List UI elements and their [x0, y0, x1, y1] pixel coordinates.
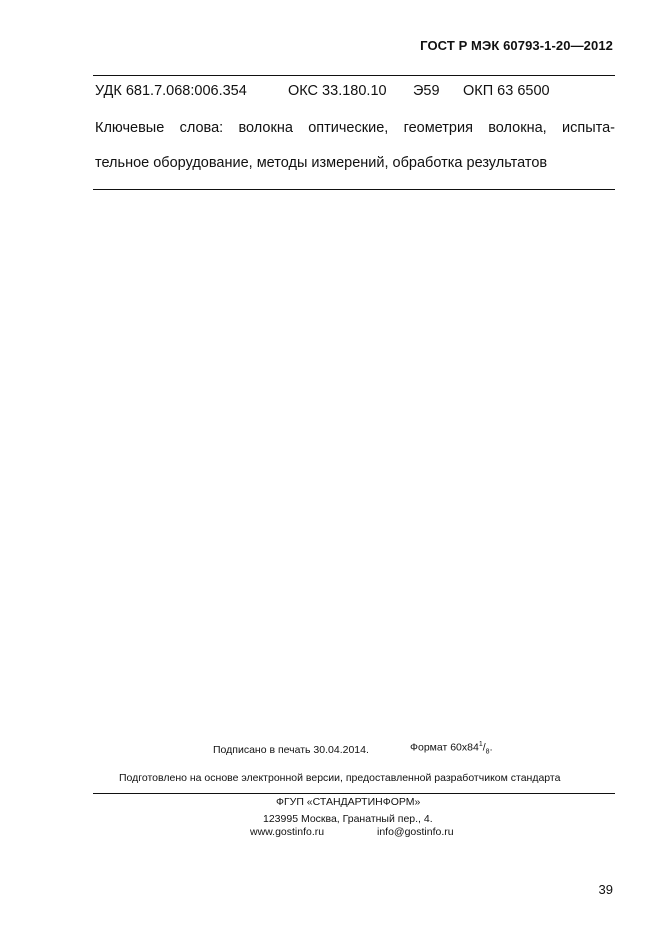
document-header: ГОСТ Р МЭК 60793-1-20—2012 — [420, 38, 613, 53]
oks-code: ОКС 33.180.10 — [288, 83, 387, 99]
format-end: . — [489, 741, 493, 754]
publisher-email[interactable]: info@gostinfo.ru — [377, 826, 454, 838]
paper-format: Формат $60x84^1/_8$. — [410, 741, 493, 756]
keywords-line-1: Ключевые слова: волокна оптические, геометрия волокна, испыта- — [95, 120, 615, 136]
e-code: Э59 — [413, 83, 440, 99]
classification-codes — [95, 83, 550, 99]
publisher-name: ФГУП «СТАНДАРТИНФОРМ» — [276, 796, 421, 808]
keywords-divider — [93, 189, 615, 190]
top-divider — [93, 75, 615, 76]
keywords-line-2: тельное оборудование, методы измерений, обработка результатов — [95, 155, 548, 171]
okp-code: ОКП 63 6500 — [463, 83, 550, 99]
signed-date: Подписано в печать 30.04.2014. — [213, 744, 369, 756]
prepared-note: Подготовлено на основе электронной версии, предоставленной разработчиком стандарта — [119, 772, 561, 784]
publisher-address: 123995 Москва, Гранатный пер., 4. — [263, 813, 433, 825]
format-label: Формат 60x84 — [410, 741, 479, 754]
format-sub: 8 — [485, 748, 490, 756]
publisher-website[interactable]: www.gostinfo.ru — [250, 826, 325, 838]
page-number: 39 — [598, 882, 613, 897]
udk-code: УДК 681.7.068:006.354 — [95, 83, 247, 99]
format-sup: 1 — [478, 741, 483, 748]
imprint-divider — [93, 793, 615, 794]
